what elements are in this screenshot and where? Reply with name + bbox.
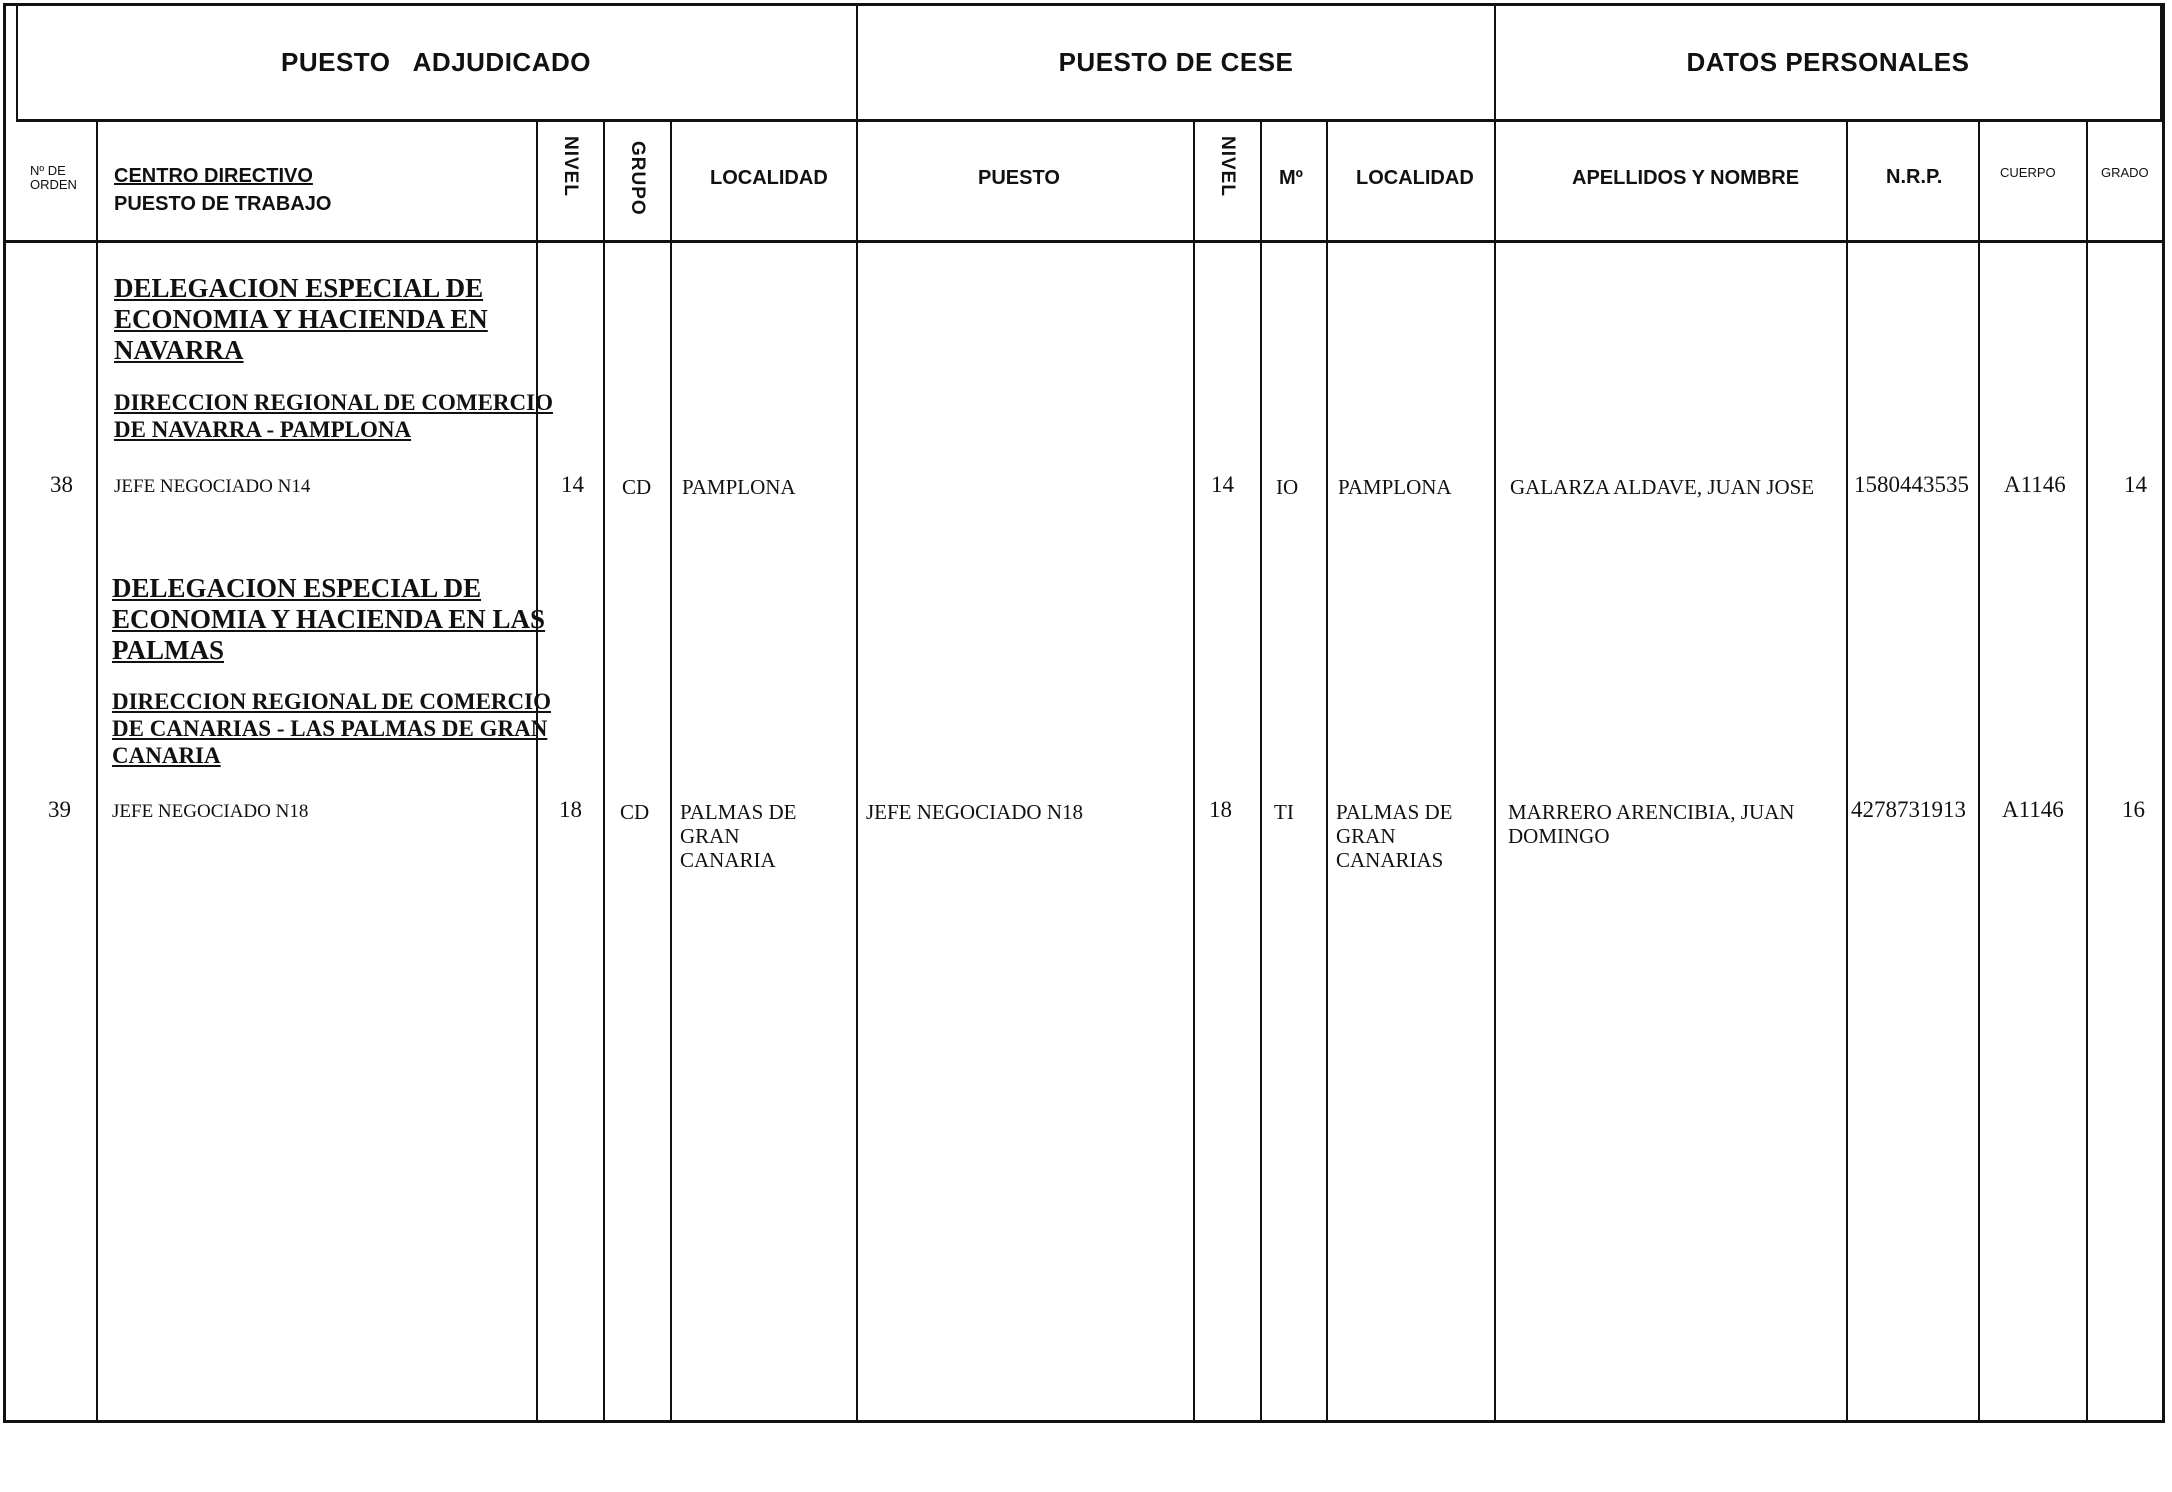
row-38-grado: 14: [2124, 472, 2147, 497]
col-orden-label-2: ORDEN: [30, 177, 77, 192]
row-39-cuerpo: A1146: [2002, 797, 2064, 822]
row-39-nrp: 4278731913: [1851, 797, 1966, 822]
col-divider-puesto: [1193, 119, 1195, 1420]
divider-cese-personales: [1494, 6, 1496, 1420]
column-header-rule: [6, 240, 2162, 243]
row-38-nrp: 1580443535: [1854, 472, 1969, 497]
row-38-mo: IO: [1276, 475, 1299, 499]
row-38-grupo: CD: [622, 475, 652, 499]
group-datos-personales: DATOS PERSONALES: [1686, 46, 1970, 77]
col-divider-nrp: [1978, 119, 1980, 1420]
row-38-cuerpo: A1146: [2004, 472, 2066, 497]
col-divider-cuerpo: [2086, 119, 2088, 1420]
row-39-delegacion: DELEGACION ESPECIAL DE ECONOMIA Y HACIENDA EN LAS PALMAS: [112, 573, 546, 665]
row-39-nivel: 18: [559, 797, 582, 822]
col-nivel: NIVEL: [560, 136, 581, 197]
row-39-mo: TI: [1274, 800, 1294, 824]
row-39-direccion: DIRECCION REGIONAL DE COMERCIO DE CANARIAS - LAS PALMAS DE GRAN CANARIA: [112, 689, 551, 768]
row-38-apellidos-nombre: GALARZA ALDAVE, JUAN JOSE: [1510, 475, 1815, 499]
row-38-nivel-cese: 14: [1211, 472, 1234, 497]
col-divider-orden: [96, 119, 98, 1420]
col-mo: Mº: [1279, 167, 1303, 189]
col-centro-directivo: CENTRO DIRECTIVO: [114, 165, 313, 187]
row-38-delegacion: DELEGACION ESPECIAL DE ECONOMIA Y HACIENDA EN NAVARRA: [114, 273, 488, 365]
col-divider-mo: [1326, 119, 1328, 1420]
row-39-orden: 39: [48, 797, 71, 822]
row-39-puesto-cese: JEFE NEGOCIADO N18: [866, 800, 1083, 824]
row-38-orden: 38: [50, 472, 73, 497]
divider-adjudicado-cese: [856, 6, 858, 1420]
row-39-apellidos-nombre: MARRERO ARENCIBIA, JUAN DOMINGO: [1508, 800, 1795, 848]
row-39-grado: 16: [2122, 797, 2145, 822]
row-39-puesto-trabajo: JEFE NEGOCIADO N18: [112, 801, 309, 822]
group-header-rule: [16, 119, 2162, 122]
row-39-localidad: PALMAS DE GRAN CANARIA: [680, 800, 797, 872]
col-cuerpo: CUERPO: [2000, 165, 2056, 180]
col-apellidos-nombre: APELLIDOS Y NOMBRE: [1572, 167, 1800, 189]
col-divider-grupo: [670, 119, 672, 1420]
col-grado: GRADO: [2101, 165, 2149, 180]
col-grupo: GRUPO: [627, 141, 648, 216]
col-divider-nivel: [603, 119, 605, 1420]
col-nrp: N.R.P.: [1886, 166, 1943, 188]
divider-right-edge: [2160, 6, 2162, 120]
resolution-table: [3, 3, 2165, 1423]
col-localidad-cese: LOCALIDAD: [1356, 167, 1474, 189]
col-divider-apellidos: [1846, 119, 1848, 1420]
row-38-localidad: PAMPLONA: [682, 475, 796, 499]
col-puesto: PUESTO: [978, 167, 1060, 189]
col-divider-nivel-cese: [1260, 119, 1262, 1420]
group-puesto-cese: PUESTO DE CESE: [1058, 46, 1294, 77]
row-38-nivel: 14: [561, 472, 584, 497]
col-orden-label-1: Nº DE: [30, 163, 66, 178]
row-38-direccion: DIRECCION REGIONAL DE COMERCIO DE NAVARRA - PAMPLONA: [114, 390, 553, 442]
col-puesto-trabajo: PUESTO DE TRABAJO: [114, 193, 332, 215]
row-39-grupo: CD: [620, 800, 650, 824]
group-puesto-adjudicado: PUESTO ADJUDICADO: [281, 46, 591, 77]
col-localidad: LOCALIDAD: [710, 167, 828, 189]
row-39-nivel-cese: 18: [1209, 797, 1232, 822]
row-39-localidad-cese: PALMAS DE GRAN CANARIAS: [1336, 800, 1453, 872]
row-38-puesto-trabajo: JEFE NEGOCIADO N14: [114, 476, 311, 497]
row-38-localidad-cese: PAMPLONA: [1338, 475, 1452, 499]
col-nivel-cese: NIVEL: [1217, 136, 1238, 197]
